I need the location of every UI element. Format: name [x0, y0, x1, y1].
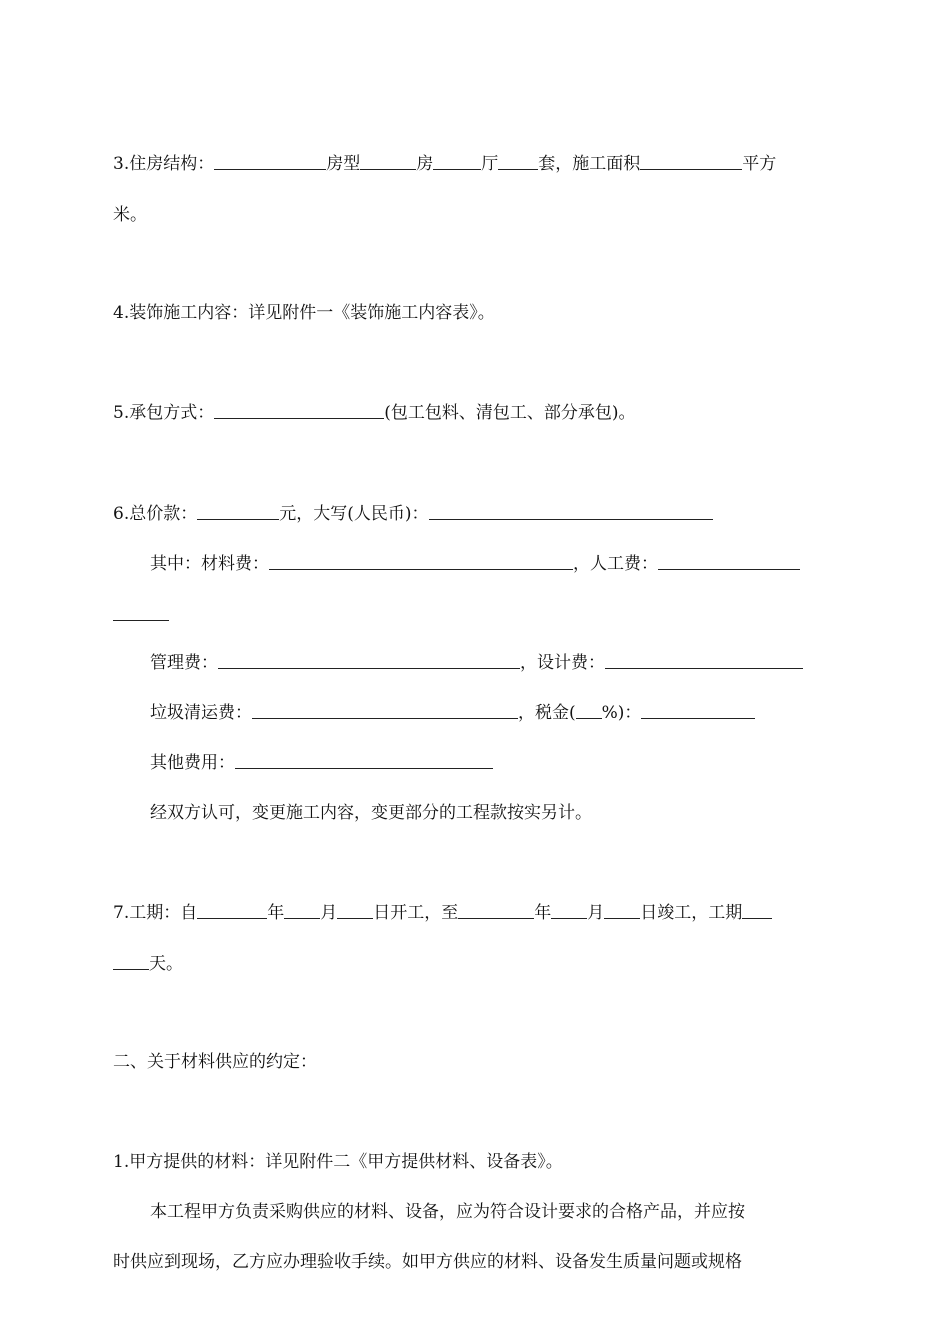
blank-field[interactable]	[284, 901, 320, 919]
blank-field[interactable]	[498, 152, 538, 170]
label: 其中：材料费：	[150, 554, 269, 574]
blank-field[interactable]	[576, 701, 602, 719]
blank-field[interactable]	[337, 901, 373, 919]
section-2-paragraph-line-2	[113, 1250, 742, 1274]
label: 5.承包方式：	[113, 403, 215, 423]
blank-field[interactable]	[269, 552, 573, 570]
label: ，人工费：	[573, 554, 658, 574]
item-4-construction-content	[113, 301, 495, 325]
label: 房型	[326, 154, 361, 174]
blank-field[interactable]	[658, 552, 800, 570]
item-3-housing-structure	[113, 152, 776, 176]
blank-field[interactable]	[641, 701, 755, 719]
item-6-garbage-tax	[150, 701, 755, 725]
blank-field[interactable]	[214, 401, 384, 419]
blank-field[interactable]	[551, 901, 587, 919]
label: 套，施工面积	[538, 154, 641, 174]
blank-field[interactable]	[742, 901, 772, 919]
blank-field[interactable]	[113, 603, 169, 621]
label: 7.工期：自	[113, 903, 198, 923]
label: 本工程甲方负责采购供应的材料、设备，应为符合设计要求的合格产品，并应按	[150, 1202, 745, 1222]
label: 厅	[481, 154, 499, 174]
item-7-continuation	[113, 952, 183, 976]
label: 年	[534, 903, 552, 923]
label: 4.装饰施工内容：详见附件一《装饰施工内容表》。	[113, 303, 495, 323]
label: 二、关于材料供应的约定：	[113, 1052, 317, 1072]
item-3-continuation	[113, 203, 147, 227]
label: 年	[267, 903, 285, 923]
label: 时供应到现场，乙方应办理验收手续。如甲方供应的材料、设备发生质量问题或规格	[113, 1252, 742, 1272]
label: ，税金(	[518, 703, 576, 723]
blank-field[interactable]	[640, 152, 742, 170]
item-6-other-fees	[150, 751, 493, 775]
label: 日竣工，工期	[640, 903, 743, 923]
label: 管理费：	[150, 653, 218, 673]
blank-field[interactable]	[235, 751, 493, 769]
blank-field[interactable]	[605, 651, 803, 669]
label: (包工包料、清包工、部分承包)。	[384, 403, 636, 423]
label: 月	[320, 903, 338, 923]
label: ，设计费：	[520, 653, 605, 673]
blank-field[interactable]	[458, 901, 534, 919]
blank-field[interactable]	[604, 901, 640, 919]
item-5-contract-mode	[113, 401, 636, 425]
label: %)：	[601, 703, 642, 723]
section-2-paragraph-line-1	[150, 1200, 745, 1224]
item-6-management-design	[150, 651, 803, 675]
label: 1.甲方提供的材料：详见附件二《甲方提供材料、设备表》。	[113, 1152, 563, 1172]
blank-field[interactable]	[197, 901, 267, 919]
section-2-item-1	[113, 1150, 563, 1174]
blank-field[interactable]	[197, 502, 279, 520]
item-7-schedule	[113, 901, 772, 925]
label: 米。	[113, 205, 147, 225]
blank-field[interactable]	[360, 152, 416, 170]
item-6-change-note	[150, 801, 592, 825]
section-2-heading	[113, 1050, 317, 1074]
label: 元，大写(人民币)：	[279, 504, 429, 524]
blank-field[interactable]	[429, 502, 713, 520]
label: 月	[587, 903, 605, 923]
blank-field[interactable]	[214, 152, 326, 170]
label: 垃圾清运费：	[150, 703, 252, 723]
label: 经双方认可，变更施工内容，变更部分的工程款按实另计。	[150, 803, 592, 823]
label: 日开工，至	[373, 903, 459, 923]
blank-field[interactable]	[433, 152, 481, 170]
blank-field[interactable]	[252, 701, 518, 719]
label: 天。	[149, 954, 183, 974]
label: 6.总价款：	[113, 504, 198, 524]
blank-field[interactable]	[218, 651, 520, 669]
label: 平方	[742, 154, 777, 174]
label: 其他费用：	[150, 753, 235, 773]
item-6-material-labor	[150, 552, 800, 576]
blank-field[interactable]	[113, 952, 149, 970]
label: 房	[416, 154, 434, 174]
item-6-total-price	[113, 502, 713, 526]
item-6-labor-continuation	[113, 603, 169, 627]
label: 3.住房结构：	[113, 154, 215, 174]
